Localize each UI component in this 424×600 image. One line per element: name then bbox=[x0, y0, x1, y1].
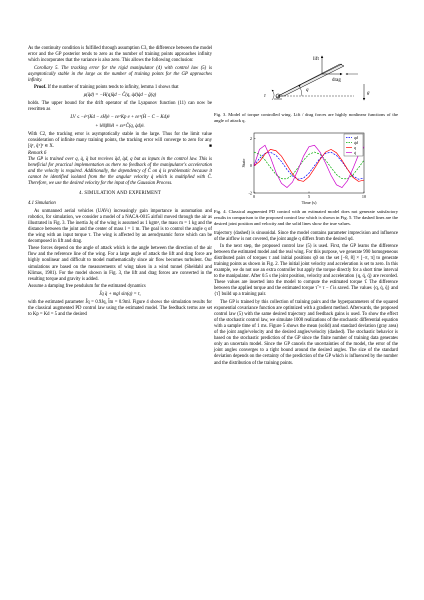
paragraph-text: With C2, the tracking error is asymptotically stable in the large. Thus for the limit value consideration of infinite many training points, the tracking error will converge to zero for any [q̇ᵀ, q̈ᵀ]ᵀ ∈ X. bbox=[28, 131, 212, 149]
right-column bbox=[214, 46, 398, 368]
corollary bbox=[28, 66, 212, 84]
left-column bbox=[28, 46, 212, 320]
x-tick-label: 0 bbox=[252, 194, 256, 200]
paragraph: These forces depend on the angle of attack which is the angle between the direction of the air flow and the reference line of the wing. For a large angle of attack the lift and drag force are highly nonlinear and difficult to model mathematically since air flow becomes turbulent. Our simulations are based on the measurements of wing taken in a wind tunnel (Sheldahl and Klimas, 1981). For the model shown in Fig. 3, the lift and drag forces are converted in the resulting torque and gravity is added. bbox=[28, 246, 212, 282]
series-line-qd bbox=[254, 153, 364, 180]
y-tick-label: 2 bbox=[249, 136, 252, 142]
remark bbox=[28, 151, 212, 187]
proof-body: If the number of training points tends to infinity, lemma 1 shows that bbox=[47, 85, 179, 91]
angle-label: q bbox=[306, 88, 309, 93]
figure-4-caption: Fig. 4. Classical augmented PD control with an estimated model does not generate satisfactory results in comparison to the proposed control law which is shown in Fig. 5. The dashed lines are the desired joint position and velocity and the solid lines show the true values. bbox=[214, 209, 398, 226]
proof bbox=[28, 85, 212, 91]
drag-label: drag bbox=[332, 78, 341, 83]
paragraph: As unmanned aerial vehicles (UAVs) increasingly gain importance in automation and robotics, for simulation, we consider a model of a NACA-0015 airfoil moved through the air as illustrated in Fig. 3. The inertia Jq of the wing is assumed as 1 kgm², the mass m = 1 kg and the distance between the joint and the center of mass l = 1 m. The goal is to control the angle q of the wing with an input torque τ. The wing is affected by an aerodynamic force which can be decomposed in lift and drag. bbox=[28, 208, 212, 244]
paragraph: In the next step, the proposed control law (5) is used. First, the GP learns the difference between the estimated model and the real wing. For this purpose, we generate 990 homogeneous distributed pairs of torques τ and initial positions q0 on the set [−8, 8] × [−π, π] to generate training points as shown in Fig. 2. The initial joint velocity and acceleration is set to zero. In this example, we do not use an extra controller but apply the torque directly for a short time interval to the manipulator. After 0.5 s the joint position, velocity and acceleration {q, q̇, q̈} are recorded. These values are inserted into the model to compute the estimated torque τ̂. The difference between the applied torque and the estimated torque τ̃ = τ − τ̂ is saved. The values {q, q̇, q̈} and {τ̃} build up a training pair. bbox=[214, 244, 398, 298]
y-tick-label: 0 bbox=[249, 163, 252, 169]
figure-3-caption: Fig. 3. Model of torque controlled wing. Lift / drag forces are highly nonlinear functions of the angle of attack q. bbox=[214, 112, 398, 123]
legend-label: qd bbox=[354, 135, 358, 141]
legend-label: q bbox=[354, 145, 356, 151]
equation: μ(q̈d) = −H(q)q̈d − Ĉ(q, q̇d)q̇d − ĝ(q) bbox=[83, 93, 157, 99]
qed-mark: ■ bbox=[209, 143, 212, 149]
x-tick-label: 5 bbox=[307, 194, 311, 200]
torque-arrow bbox=[272, 90, 274, 100]
remark-body: The GP is trained over q, q̇, q̈ but receives q̈d, q̇d, q but as inputs in the control law. This is beneficial for practical implementation as there no feedback of the manipulator's acceleration and the velocity is required. Additionally, the dependency of Ĉ on q̇ is problematic because it cannot be identified isolated from the the angular velocity q̇ which is multiplied with Ĉ. Therefore, we use the desired velocity for the input of the Gaussian Process. bbox=[28, 157, 212, 187]
line-chart bbox=[214, 127, 398, 207]
paragraph: Assume a damping free pendulum for the estimated dynamics bbox=[28, 284, 146, 290]
figure-3-wing-model bbox=[214, 48, 398, 110]
section-title: 4. SIMULATION AND EXPERIMENT bbox=[79, 191, 161, 197]
wing-diagram bbox=[214, 48, 398, 110]
y-axis-label: State bbox=[241, 159, 246, 168]
equation: Ĵq q̈ + mgl sin(q) = τ, bbox=[99, 292, 141, 298]
paragraph: trajectory (dashed) is sinusoidal. Since the model contains parameter imprecision and influence of the airflow is not covered, the joint angle q differs from the desired qd. bbox=[214, 230, 398, 242]
y-tick-label: -2 bbox=[248, 190, 252, 196]
paragraph: The GP is trained by this collection of training pairs and the hyperparameters of the squared exponential covariance function are optimized with a gradient method. Afterwards, the proposed control law (5) with the same desired trajectory and feedback gains is used. To show the effect of the stochastic control law, we simulate 1000 realizations of the stochastic differential equation with a sample time of 1 ms. Figure 5 shows the mean (solid) and standard deviation (gray area) of the joint angle/velocity and the desired angles/velocity (dashed). The stochastic behavior is based on the stochastic prediction of the GP since the finite number of training data generates only an uncertain model. Since the GP cancels the uncertainties of the model, the error of the joint angles converges to a tight bound around the desired angles. The size of the standard deviation depends on the certainty of the prediction of the GP which is influenced by the number and the distribution of the training points. bbox=[214, 300, 399, 366]
lift-label: lift bbox=[313, 57, 319, 62]
legend-label: q̇ bbox=[354, 150, 356, 156]
figure-4-chart bbox=[214, 127, 398, 207]
paragraph: with the estimated parameter Ĵq = 0.9Jq, l̂m = 0.9ml. Figure 4 shows the simulation results for the classical augmented PD control law using the estimated model. The feedback terms are set to Kp = Kd = 5 and the desired bbox=[28, 300, 212, 318]
gravity-label: g bbox=[367, 91, 370, 96]
x-axis-label: Time (s) bbox=[301, 200, 317, 206]
subsection-title: 4.1 Simulation bbox=[28, 200, 56, 206]
paragraph bbox=[28, 132, 212, 150]
chart-legend bbox=[344, 134, 363, 156]
legend-label: q̇d bbox=[354, 140, 358, 146]
equation: LV ≤ −ėᵀ(Kd − εH)ė − εeᵀKp e + εeᵀ(Ḣ − C − Kd)ė bbox=[70, 115, 170, 121]
x-tick-label: 10 bbox=[361, 194, 367, 200]
remark-head: Remark 6 bbox=[28, 151, 47, 157]
corollary-head: Corollary 5. bbox=[34, 65, 59, 71]
paragraph: As the continuity condition is fulfilled through assumption C3, the difference between the model error and the GP posterior tends to zero as the number of training points approaches infinity which incorporates that the variance is also zero. This allows the following conclusion: bbox=[28, 46, 212, 64]
proof-head: Proof. bbox=[34, 85, 47, 91]
equation: + ‖ė‖‖β‖‖ė‖ + εeᵀĈ(q, q̇d)ė. bbox=[95, 123, 145, 129]
paragraph: holds. The upper bound for the drift operator of the Lyapunov function (11) can now be rewritten as bbox=[28, 101, 212, 113]
torque-label: τ bbox=[264, 94, 266, 99]
corollary-body: The tracking error for the rigid manipulator (4) with control law (5) is asymptotically stable in the large as the number of training points for the GP approaches infinity. bbox=[28, 65, 213, 83]
